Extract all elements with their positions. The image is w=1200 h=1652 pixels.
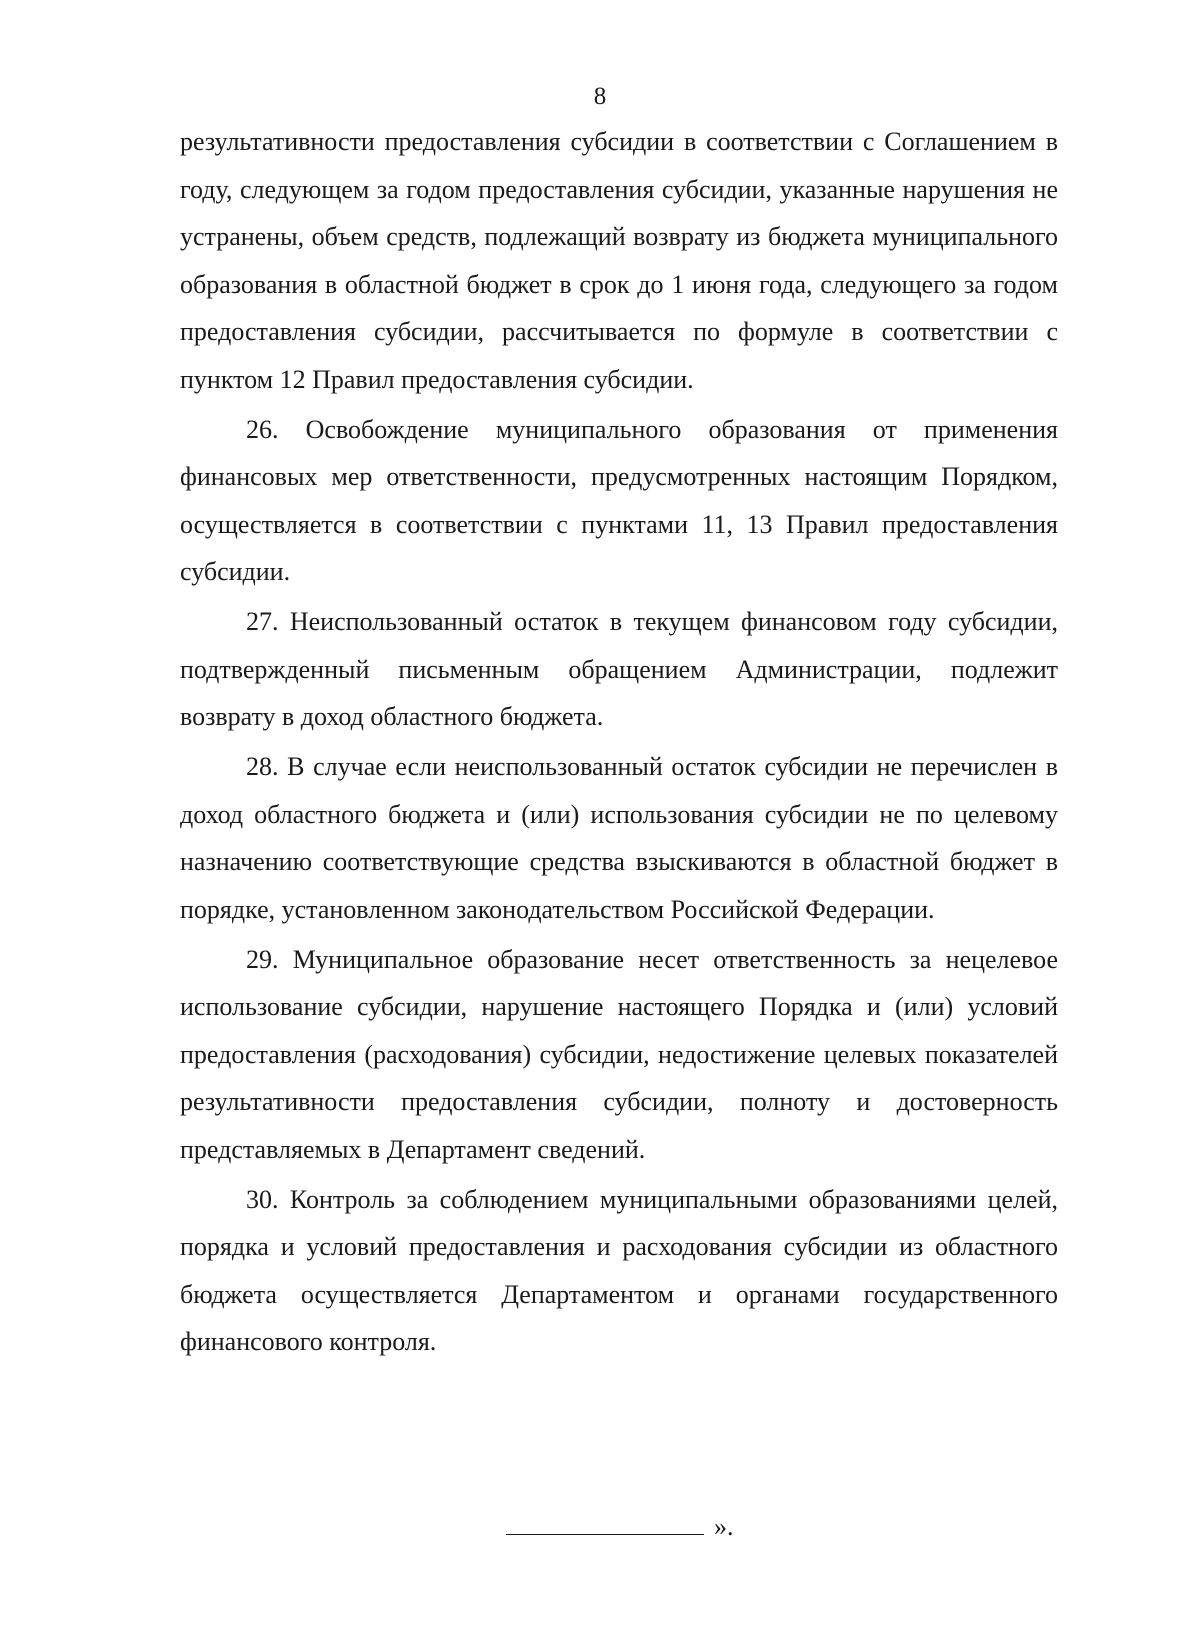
paragraph-30: 30. Контроль за соблюдением муниципальными образованиями целей, порядка и условий предоставления и расходования субсидии из областного бюджета осуществляется Департаментом и органами государственного финансового контроля. <box>180 1184 1058 1356</box>
paragraph-26: 26. Освобождение муниципального образования от применения финансовых мер ответственности, предусмотренных настоящим Порядком, осуществляется в соответствии с пунктами 11, 13 Правил предоставления субсидии. <box>180 414 1058 586</box>
document-body <box>180 118 1058 1368</box>
page-number: 8 <box>593 83 607 110</box>
paragraph-continuation: результативности предоставления субсидии в соответствии с Соглашением в году, следующем за годом предоставления субсидии, указанные нарушения не устранены, объем средств, подлежащий возврату из бюджета муниципального образования в областной бюджет в срок до 1 июня года, следующего за годом предоставления субсидии, рассчитывается по формуле в соответствии с пунктом 12 Правил предоставления субсидии. <box>180 127 1058 394</box>
closing-quote-mark: ». <box>714 1512 734 1541</box>
paragraph-28: 28. В случае если неиспользованный остаток субсидии не перечислен в доход областного бюджета и (или) использования субсидии не по целевому назначению соответствующие средства взыскиваются в областной бюджет в порядке, установленном законодательством Российской Федерации. <box>180 752 1058 924</box>
paragraph-29: 29. Муниципальное образование несет ответственность за нецелевое использование субсидии, нарушение настоящего Порядка и (или) условий предоставления (расходования) субсидии, недостижение целевых показателей результативности предоставления субсидии, полноту и достоверность представляемых в Департамент сведений. <box>180 944 1058 1164</box>
separator-rule <box>506 1533 704 1535</box>
paragraph-27: 27. Неиспользованный остаток в текущем финансовом году субсидии, подтвержденный письменным обращением Администрации, подлежит возврату в доход областного бюджета. <box>180 607 1058 731</box>
closing-line <box>506 1512 734 1542</box>
